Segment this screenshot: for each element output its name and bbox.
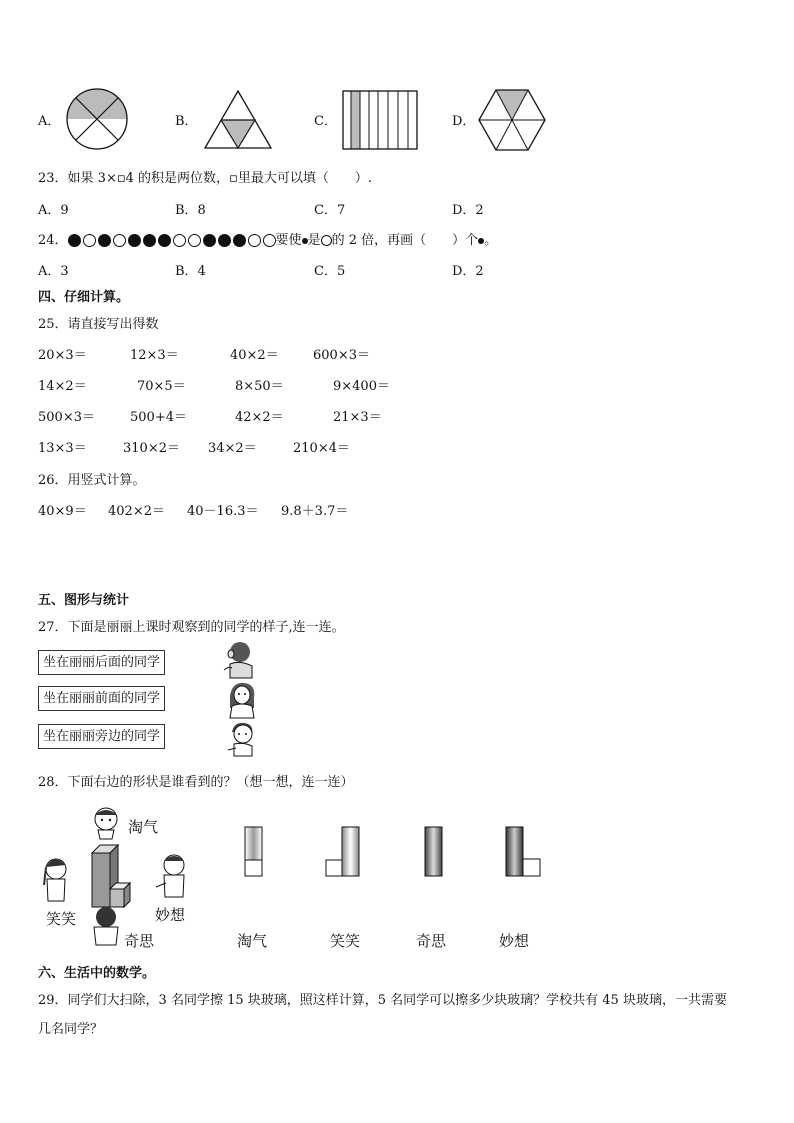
view-label-taoqi: 淘气 [237,932,268,950]
filled-circle-icon [68,234,81,247]
q24-number: 24． [38,233,68,248]
option-b-label: B． [175,114,198,129]
filled-circle-icon [203,234,216,247]
student-back-view-icon[interactable] [222,640,258,680]
option-d-label: D． [452,114,476,129]
q27-box-behind[interactable]: 坐在丽丽后面的同学 [38,650,165,675]
q28-title: 28．下面右边的形状是谁看到的？（想一想，连一连） [38,775,354,790]
section-4-heading: 四、仔细计算。 [38,290,130,305]
hollow-circle-icon [248,234,261,247]
q26-title: 26．用竖式计算。 [38,473,146,488]
q25-title: 25．请直接写出得数 [38,317,159,332]
q23-question: 23．如果 3×▫4 的积是两位数，▫里最大可以填（ ）. [38,171,372,186]
option-c-label: C． [314,114,337,129]
q29-line-2: 几名同学？ [38,1022,104,1037]
filled-circle-icon [218,234,231,247]
q25-cell: 500+4＝ [130,410,187,425]
q25-cell: 9×400＝ [333,379,390,394]
view-tall-left-small-right-figure[interactable] [505,826,543,878]
view-label-xiaoxiao: 笑笑 [330,932,361,950]
view-tall-block-figure[interactable] [424,826,444,878]
q29-line-1: 29．同学们大扫除，3 名同学擦 15 块玻璃，照这样计算，5 名同学可以擦多少块玻璃？学校共有 45 块玻璃，一共需要 [38,993,727,1008]
q27-box-beside[interactable]: 坐在丽丽旁边的同学 [38,724,165,749]
rectangle-strips-figure [342,90,418,150]
q24-option-c: C．5 [314,264,346,279]
q25-cell: 70×5＝ [137,379,186,394]
q25-cell: 40×2＝ [230,348,279,363]
kid-taoqi-label: 淘气 [128,818,159,836]
q25-cell: 12×3＝ [130,348,179,363]
view-stacked-squares-figure[interactable] [244,826,264,878]
student-front-view-icon[interactable] [224,680,260,720]
student-side-view-icon[interactable] [224,720,260,758]
q27-title: 27．下面是丽丽上课时观察到的同学的样子,连一连。 [38,620,345,635]
q25-cell: 42×2＝ [235,410,284,425]
q25-cell: 13×3＝ [38,441,87,456]
hollow-circle-icon [188,234,201,247]
section-6-heading: 六、生活中的数学。 [38,966,156,981]
hollow-circle-icon [263,234,276,247]
q24-question: 24． 要使 是 的 2 倍，再画（ ）个 。 [38,233,498,248]
q23-option-a: A．9 [38,203,69,218]
hollow-circle-icon [321,235,332,246]
q25-cell: 21×3＝ [333,410,382,425]
q23-option-d: D．2 [452,203,484,218]
view-small-left-tall-right-figure[interactable] [324,826,362,878]
option-a-label: A． [38,114,61,129]
hollow-circle-icon [113,234,126,247]
hexagon-parts-figure [478,89,546,151]
q26-item: 9.8＋3.7＝ [281,504,349,519]
q24-option-a: A．3 [38,264,69,279]
q23-option-b: B．8 [175,203,206,218]
q23-option-c: C．7 [314,203,346,218]
q24-option-d: D．2 [452,264,484,279]
triangle-parts-figure [204,90,272,150]
filled-circle-icon [158,234,171,247]
hollow-circle-icon [83,234,96,247]
q25-cell: 14×2＝ [38,379,87,394]
q25-cell: 310×2＝ [123,441,180,456]
q25-cell: 8×50＝ [235,379,284,394]
q28-scene-figure [38,805,208,951]
q25-cell: 500×3＝ [38,410,95,425]
q24-option-b: B．4 [175,264,206,279]
q26-item: 40－16.3＝ [187,504,259,519]
kid-qisi-label: 奇思 [124,932,155,950]
filled-circle-icon [98,234,111,247]
q25-cell: 20×3＝ [38,348,87,363]
q25-cell: 600×3＝ [313,348,370,363]
hollow-circle-icon [173,234,186,247]
kid-miaoxiang-label: 妙想 [155,906,186,924]
q24-dot-pattern [68,234,276,247]
q26-item: 40×9＝ [38,504,87,519]
kid-xiaoxiao-label: 笑笑 [46,910,77,928]
filled-circle-icon [233,234,246,247]
section-5-heading: 五、图形与统计 [38,593,130,608]
view-label-miaoxiang: 妙想 [499,932,530,950]
q25-cell: 34×2＝ [208,441,257,456]
filled-circle-icon [128,234,141,247]
q25-cell: 210×4＝ [293,441,350,456]
q27-box-front[interactable]: 坐在丽丽前面的同学 [38,686,165,711]
view-label-qisi: 奇思 [416,932,447,950]
circle-quarters-figure [66,88,128,150]
q26-item: 402×2＝ [108,504,165,519]
filled-circle-icon [143,234,156,247]
